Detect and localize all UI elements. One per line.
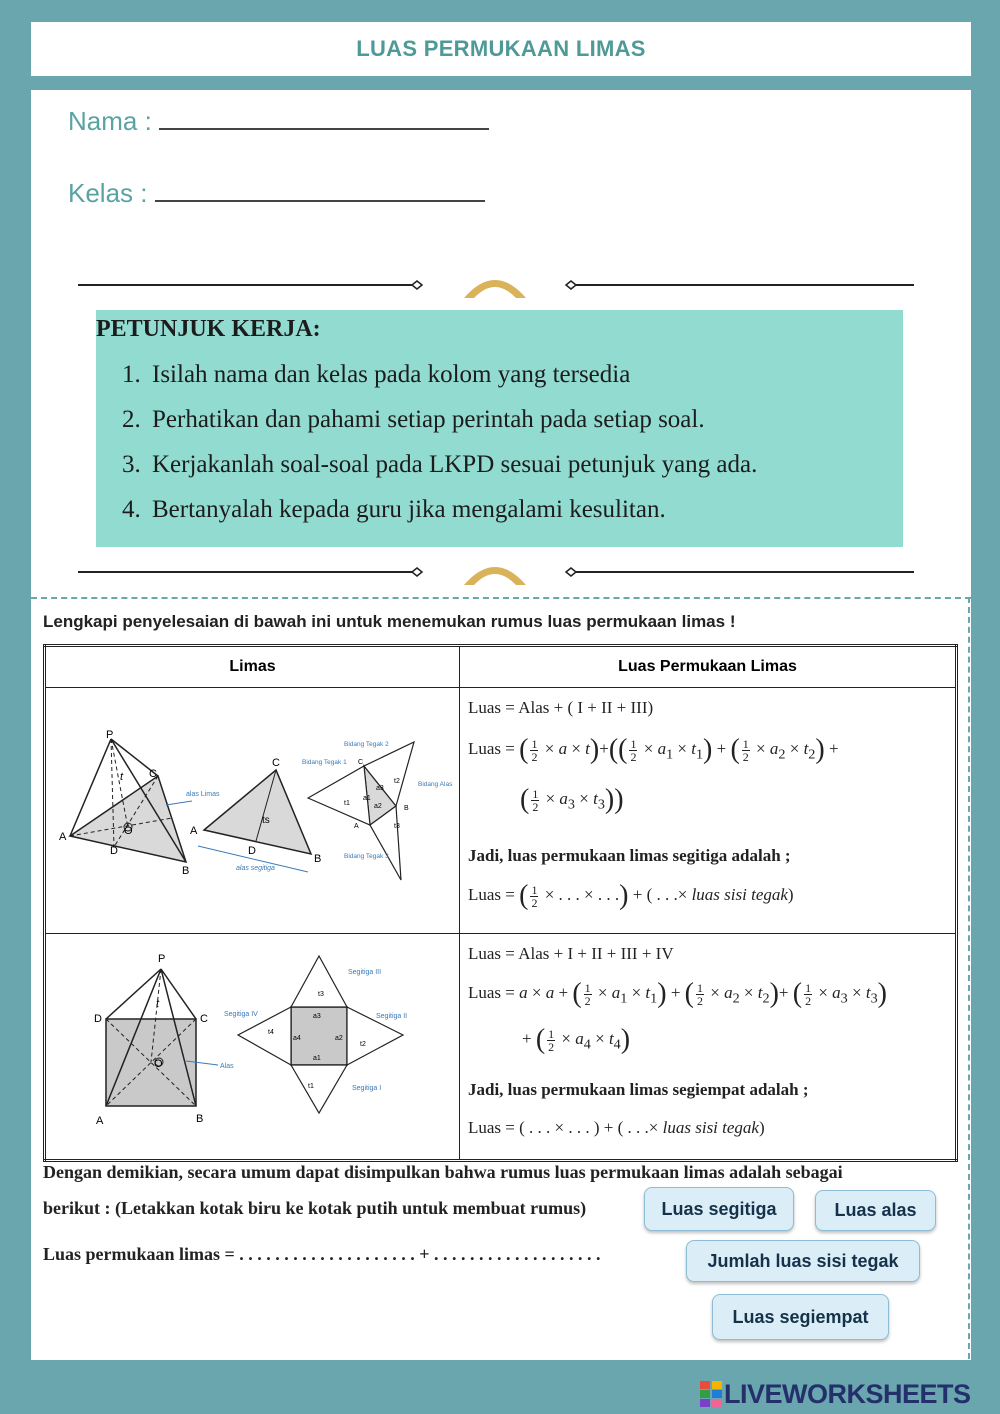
label-c-sq: C [200,1013,208,1025]
limas-segiempat-formula-cell [460,934,957,1161]
label-a2-sq: a2 [335,1035,343,1042]
drag-option-luas-segitiga[interactable]: Luas segitiga [644,1187,794,1231]
drag-option-luas-segiempat[interactable]: Luas segiempat [712,1294,889,1340]
kelas-label: Kelas : [68,178,148,208]
label-segitiga-3: Segitiga III [348,969,382,976]
label-t3-sq: t3 [318,991,324,998]
label-bidang-tegak-3: Bidang Tegak 3 [344,853,389,860]
label-t2-sq: t2 [360,1041,366,1048]
limas-table [43,644,958,1162]
section-divider [31,597,971,599]
formula-line-6: + ( $\frac{1}{2}$ × $a_4 \times t_4$) [522,1024,631,1055]
label-b-sq: B [196,1113,204,1125]
header-limas: Limas [45,646,460,688]
label-a4-sq: a4 [293,1035,301,1042]
formula-answer-line[interactable]: Luas permukaan limas = . . . . . . . . . . . . . . . . . . . . + . . . . . . . . . . . . . . . . . . . [43,1244,601,1264]
conclusion-segiempat: Jadi, luas permukaan limas segiempat adalah ; [468,1080,809,1099]
nama-input-line[interactable] [159,106,489,130]
nama-field [68,106,489,137]
table-row [45,688,957,934]
label-alas-sq: Alas [220,1063,234,1070]
formula-line-2: Luas = ( $\frac{1}{2}$ × a × t)+(( $\frac{1}{2}$ × $a_1 \times t_1$) + ( $\frac{1}{2}$ × $a_2 \times t_2$) + [468,734,839,765]
label-p-sq: P [158,953,166,965]
liveworksheets-brand: LIVEWORKSHEETS [724,1378,971,1409]
label-t1-sq: t1 [308,1083,314,1090]
label-bidang-tegak-2: Bidang Tegak 2 [344,741,389,748]
label-d-sq: D [94,1013,102,1025]
conclusion-line-1: Dengan demikian, secara umum dapat disimpulkan bahwa rumus luas permukaan limas adalah sebagai [43,1162,843,1182]
label-t: t [120,771,124,783]
label-a1-sq: a1 [313,1055,321,1062]
label-segitiga-4: Segitiga IV [224,1011,258,1018]
drag-option-luas-alas[interactable]: Luas alas [815,1190,936,1231]
label-bidang-alas: Bidang Alas [418,781,453,788]
label-o-sq: O [154,1058,163,1070]
label-p: P [106,729,114,741]
instruction-text: Lengkapi penyelesaian di bawah ini untuk menemukan rumus luas permukaan limas ! [43,612,736,631]
label-a2: A [190,825,198,837]
formula-line-5: Luas = a × a + ( $\frac{1}{2}$ × $a_1 \times t_1$) + ( $\frac{1}{2}$ × $a_2 \times t_2)+$ ( $\frac{1}{2}$ × $a_3 \times t_3$) [468,978,887,1009]
label-o: O [124,825,133,837]
label-c: C [149,768,157,780]
label-b: B [182,865,190,877]
label-a: A [59,831,67,843]
limas-segitiga-diagram [46,688,458,928]
label-alas-limas: alas Limas [186,791,220,798]
label-a-sq: A [96,1115,104,1127]
label-a2-edge: a2 [374,803,382,810]
label-segitiga-1: Segitiga I [352,1085,382,1092]
label-t1: t1 [344,800,350,807]
label-a1: a1 [363,795,371,802]
label-a3-vertex: A [354,823,359,830]
list-item: 2. Perhatikan dan pahami setiap perintah pada setiap soal. [122,406,705,433]
drag-option-jumlah-luas-sisi-tegak[interactable]: Jumlah luas sisi tegak [686,1240,920,1282]
label-c3: C [358,759,364,766]
label-t3: t3 [394,823,400,830]
liveworksheets-logo-icon [700,1381,724,1407]
label-b3: B [404,805,409,812]
nama-label: Nama : [68,106,152,136]
liveworksheets-logo [700,1380,971,1408]
conclusion-segitiga: Jadi, luas permukaan limas segitiga adalah ; [468,846,791,865]
label-d: D [110,845,118,857]
label-a3: a3 [376,785,384,792]
worksheet-title: LUAS PERMUKAAN LIMAS [31,22,971,76]
label-a3-sq: a3 [313,1013,321,1020]
label-ts: ts [262,815,270,826]
label-segitiga-2: Segitiga II [376,1013,408,1020]
limas-segitiga-formula-cell [460,688,957,934]
ornament-divider-top [78,268,914,302]
label-b2: B [314,853,322,865]
label-t4-sq: t4 [268,1029,274,1036]
formula-line-1: Luas = Alas + ( I + II + III) [468,698,654,717]
table-row [45,934,957,1161]
label-bidang-tegak-1: Bidang Tegak 1 [302,759,347,766]
limas-segiempat-diagram-cell [45,934,460,1161]
label-t2: t2 [394,778,400,785]
label-c2: C [272,757,280,769]
ornament-divider-bottom [78,555,914,589]
answer-line-segitiga[interactable]: Luas = ( $\frac{1}{2}$ × . . . × . . .) + ( . . .× luas sisi tegak) [468,880,794,911]
label-d2: D [248,845,256,857]
petunjuk-box [96,310,903,547]
answer-line-segiempat[interactable]: Luas = ( . . . × . . . ) + ( . . .× luas sisi tegak) [468,1118,765,1137]
limas-segitiga-diagram-cell [45,688,460,934]
label-alas-segitiga: alas segitiga [236,865,275,872]
list-item: 1. Isilah nama dan kelas pada kolom yang tersedia [122,361,631,388]
petunjuk-list [122,358,757,538]
limas-segiempat-diagram [46,934,458,1154]
formula-line-4: Luas = Alas + I + II + III + IV [468,944,674,963]
label-t-sq: t [156,998,160,1010]
list-item: 4. Bertanyalah kepada guru jika mengalami kesulitan. [122,496,666,523]
formula-line-3: ( $\frac{1}{2}$ × $a_3 \times t_3$)) [520,784,624,815]
petunjuk-title: PETUNJUK KERJA: [96,316,321,342]
list-item: 3. Kerjakanlah soal-soal pada LKPD sesuai petunjuk yang ada. [122,451,758,478]
kelas-field [68,178,485,209]
conclusion-line-2: berikut : (Letakkan kotak biru ke kotak putih untuk membuat rumus) [43,1198,587,1218]
header-luas: Luas Permukaan Limas [460,646,957,688]
section-border [968,597,970,1359]
kelas-input-line[interactable] [155,178,485,202]
